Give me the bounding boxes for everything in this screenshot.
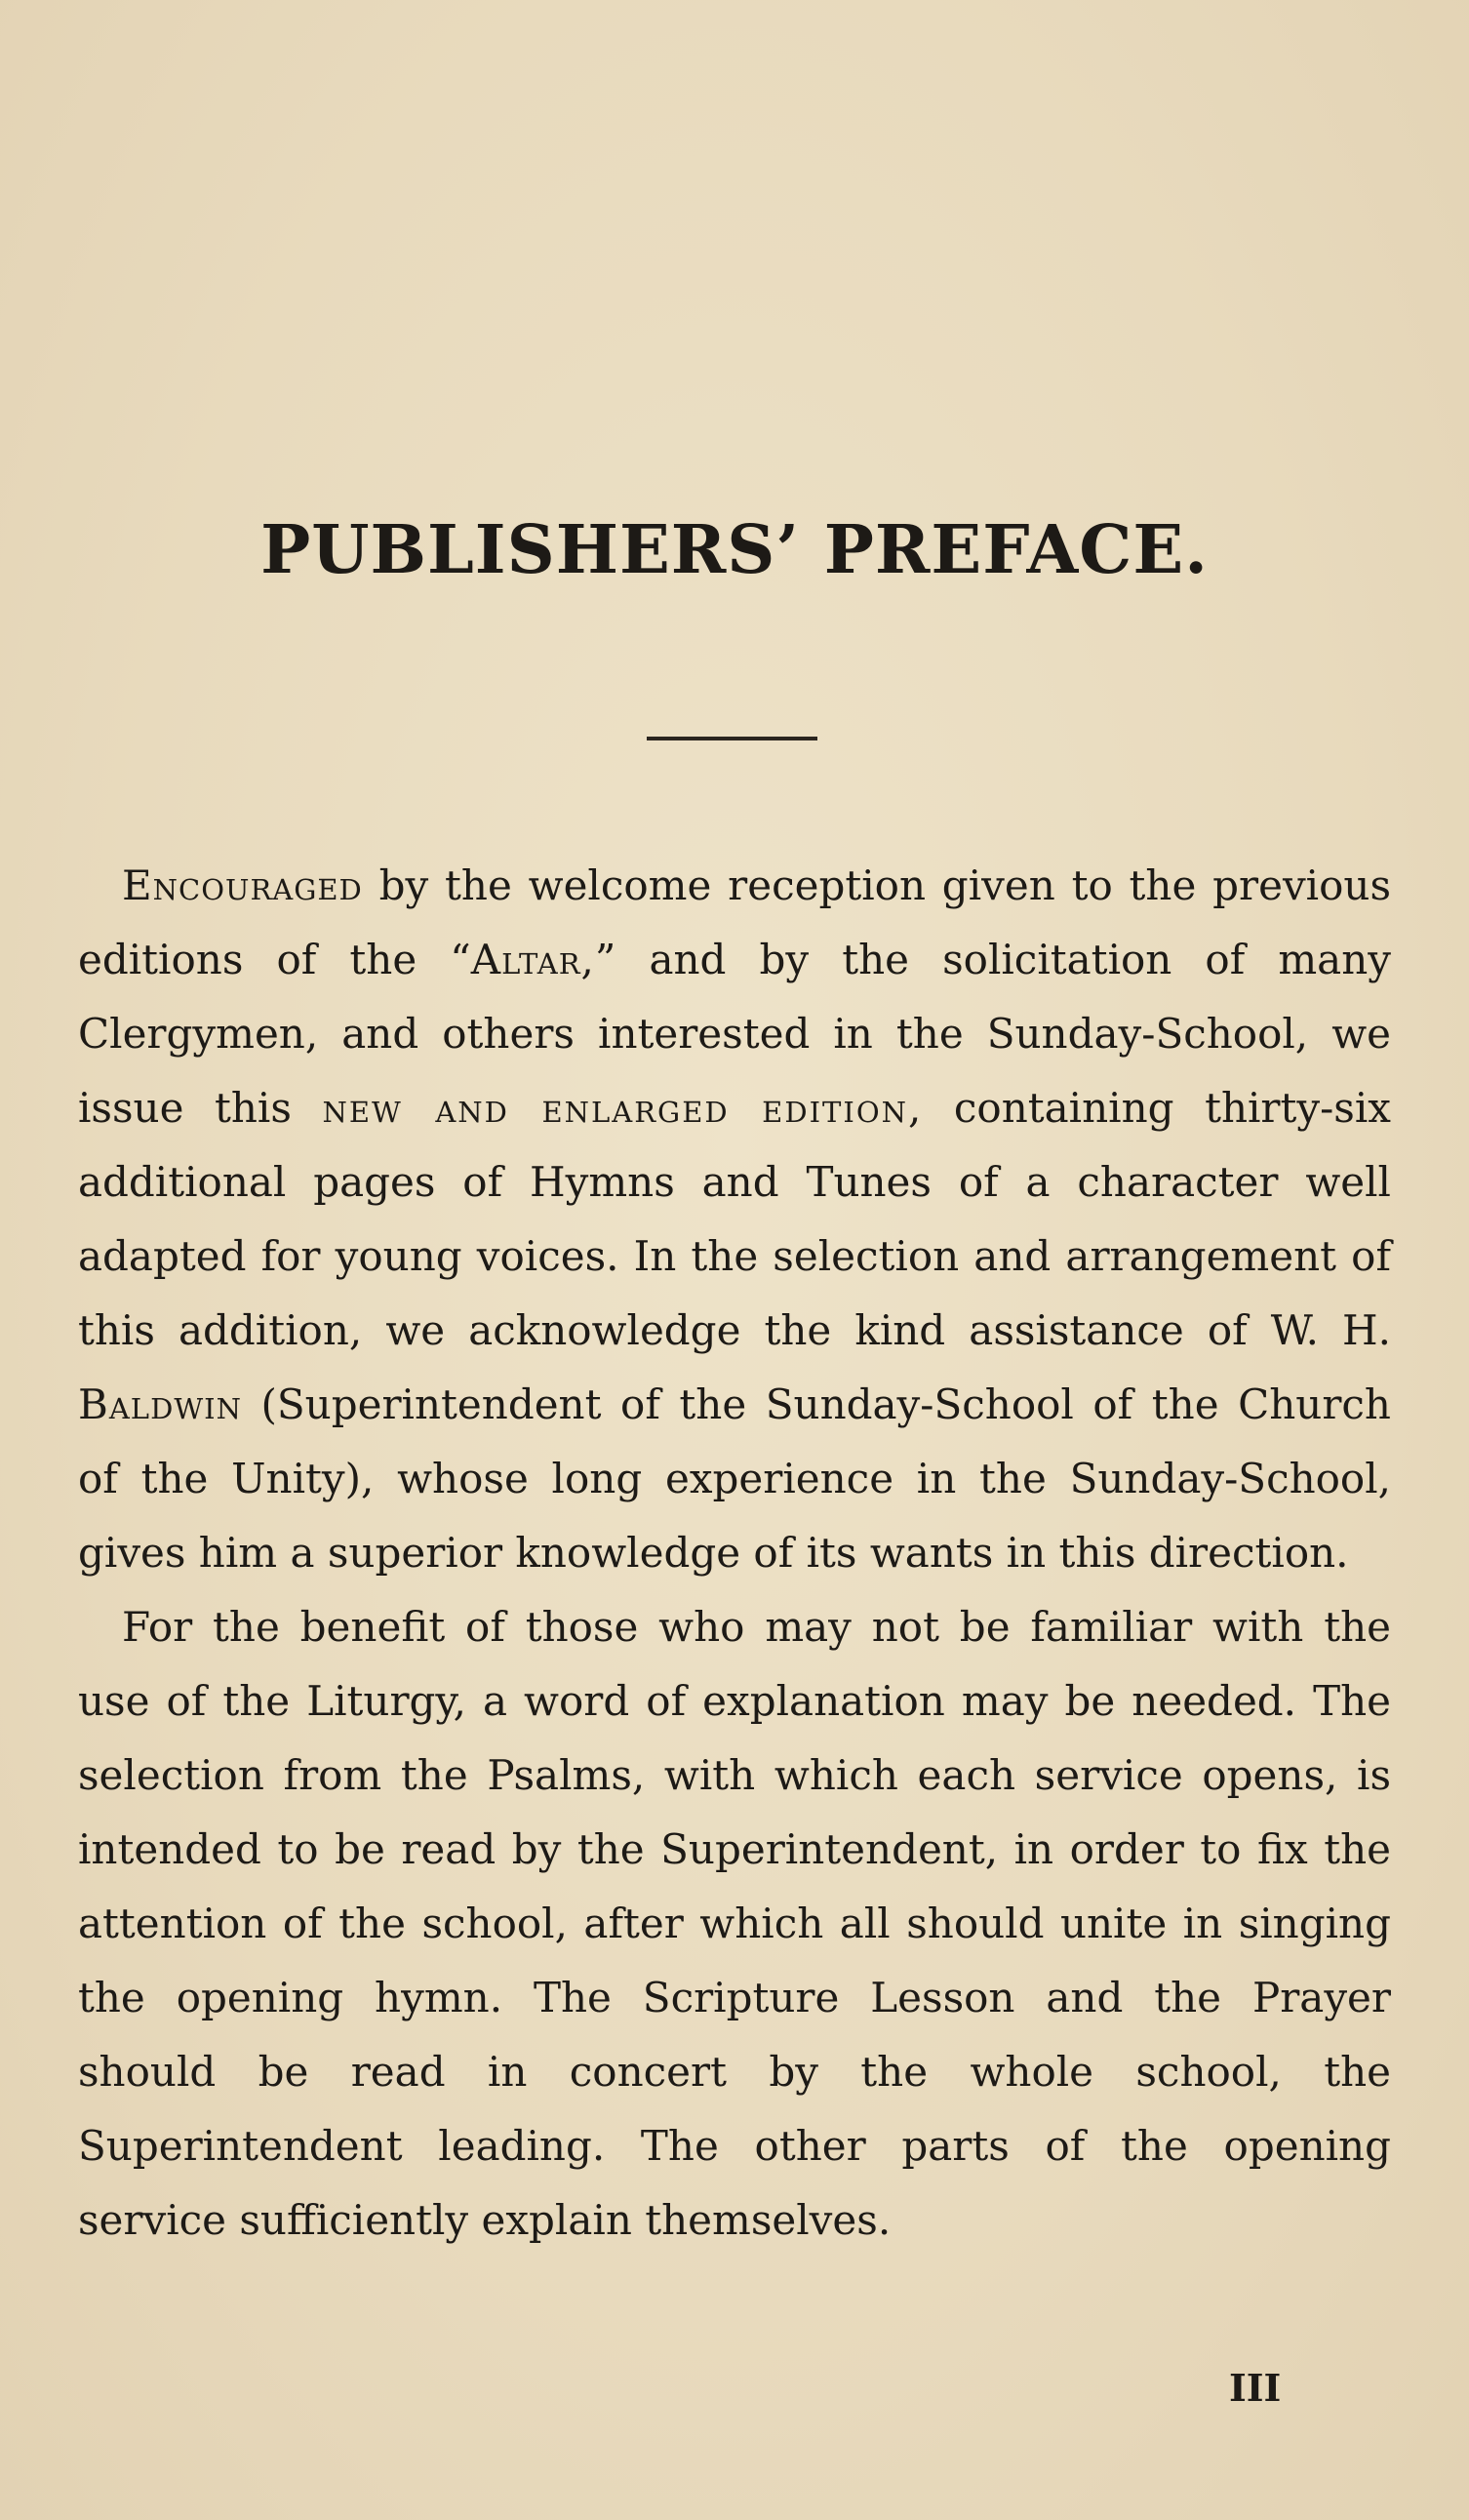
- paragraph-1-text-d: (Superintendent of the Sunday-School of the Church of the Unity), whose long experience in the Sunday-School, gives him a superior knowledge of its wants in this direction.: [78, 1380, 1391, 1577]
- page-number: III: [1229, 2366, 1282, 2410]
- page-title: PUBLISHERS’ PREFACE.: [260, 511, 1209, 589]
- preface-body: [78, 849, 1391, 2258]
- title-divider-rule: [647, 737, 817, 740]
- paragraph-1: [78, 849, 1391, 1590]
- paragraph-2: For the benefit of those who may not be familiar with the use of the Liturgy, a word of explanation may be needed. The selection from the Psalms, with which each service opens, is intended to be read by the Superintendent, in order to fix the attention of the school, after which all should unite in singing the opening hymn. The Scripture Lesson and the Prayer should be read in concert by the whole school, the Superintendent leading. The other parts of the opening service sufficiently explain themselves.: [78, 1603, 1391, 2244]
- paragraph-1-text-c: containing thirty-six additional pages of Hymns and Tunes of a character well adapted for young voices. In the selection and arrangement of this addition, we acknowledge the kind assistance of W. H.: [78, 1084, 1391, 1354]
- altar-title: Altar,: [470, 936, 595, 983]
- edition-label: new and enlarged edition,: [322, 1084, 924, 1132]
- baldwin-name: Baldwin: [78, 1380, 242, 1428]
- paragraph-1-text-a: by the welcome reception given to the previous editions of the “: [78, 861, 1391, 983]
- paragraph-1-text-b: ” and by the solicitation of many Clergymen, and others interested in the Sunday-School, we issue this: [78, 936, 1392, 1132]
- lead-word: Encouraged: [122, 861, 363, 909]
